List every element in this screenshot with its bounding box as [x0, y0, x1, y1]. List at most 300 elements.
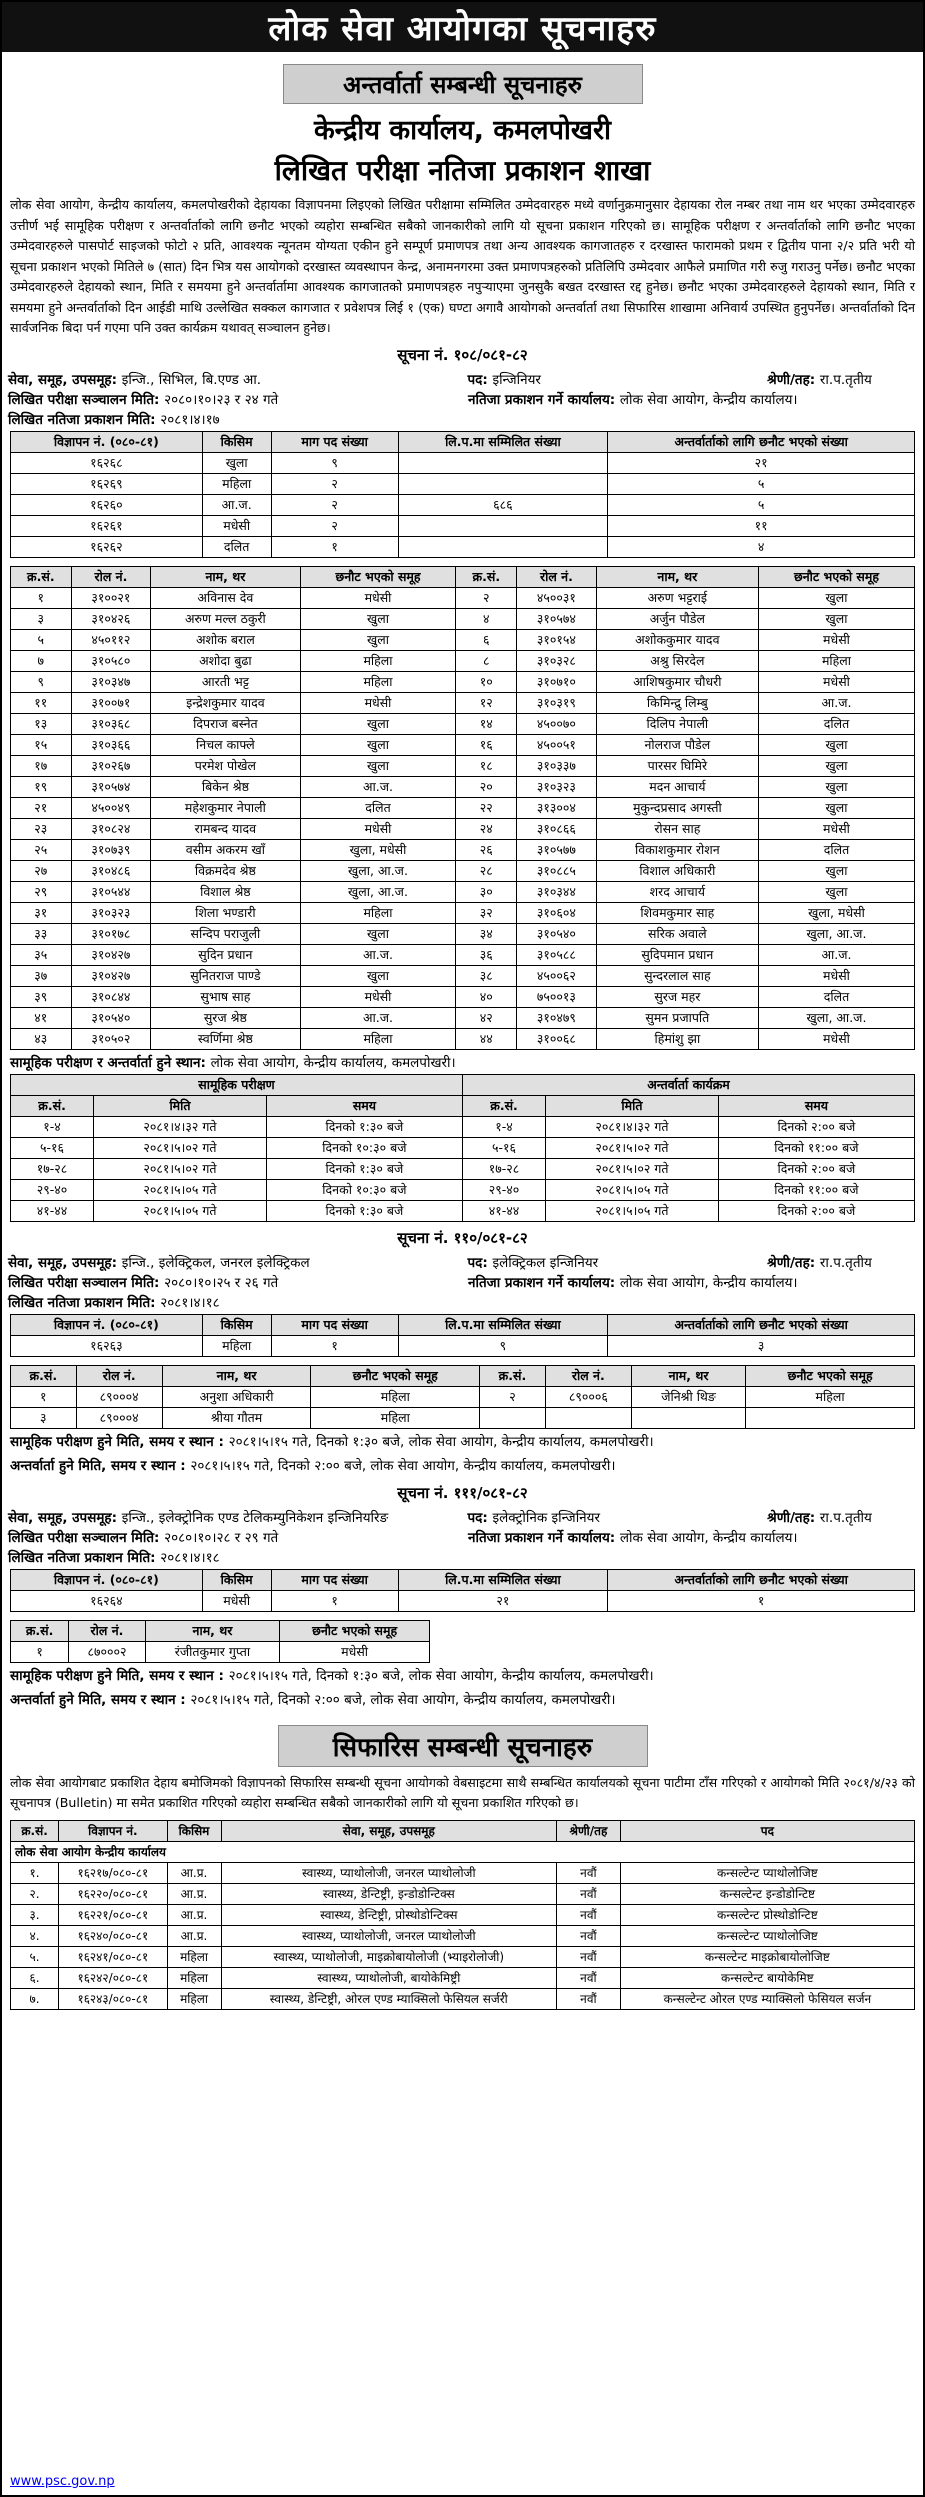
candidate-cell: ४० [456, 986, 517, 1007]
vacancy-cell: ४ [608, 536, 915, 557]
rec-cell: कन्सल्टेन्ट ओरल एण्ड म्याक्सिलो फेसियल सर्जन [620, 1988, 914, 2009]
interview-label: अन्तर्वार्ता हुने मिति, समय र स्थान : [10, 1691, 191, 1708]
vacancy-cell: १६२६४ [11, 1590, 203, 1611]
venue-line [2, 1050, 923, 1074]
meta-row [8, 409, 917, 429]
candidate-cell: २ [456, 587, 517, 608]
candidate-row [11, 902, 915, 923]
candidate-cell: खुला [300, 734, 456, 755]
rec-cell: ४. [11, 1925, 59, 1946]
schedule-cell: दिनको १०:३० बजे [266, 1137, 462, 1158]
notice-number: सूचना नं. ११०/०८१-८२ [397, 1228, 528, 1247]
vacancy-header-cell: माग पद संख्या [271, 1569, 398, 1590]
candidate-row [11, 608, 915, 629]
candidate-cell: ३१०७३९ [71, 839, 151, 860]
candidate-cell: ३१०६०४ [517, 902, 597, 923]
vacancy-cell: २ [271, 473, 398, 494]
rec-cell: १६२४०/०८०-८१ [59, 1925, 167, 1946]
exam-date-value: २०८०।१०।२५ र २६ गते [164, 1274, 279, 1291]
rec-cell: महिला [167, 1946, 221, 1967]
schedule-cell: दिनको १०:३० बजे [266, 1179, 462, 1200]
candidate-cell: ३१०४२७ [71, 965, 151, 986]
candidate-row [11, 860, 915, 881]
result-date-value: २०८१।४।१८ [160, 1549, 220, 1566]
candidate-cell: ३१००६८ [517, 1028, 597, 1049]
candidate-row [11, 1641, 430, 1662]
schedule-cell: दिनको ११:०० बजे [718, 1137, 914, 1158]
candidate-cell: २२ [456, 797, 517, 818]
schedule-cell: २०८१।५।०२ गते [546, 1137, 719, 1158]
notices-container [2, 345, 923, 1711]
candidate-cell: सन्दिप पराजुली [151, 923, 300, 944]
candidate-cell: सुभाष साह [151, 986, 300, 1007]
vacancy-cell: महिला [202, 473, 271, 494]
candidate-cell: ४२ [456, 1007, 517, 1028]
candidate-cell: १ [11, 587, 72, 608]
candidate-cell: ४५००६२ [517, 965, 597, 986]
candidate-cell: मधेसी [758, 629, 914, 650]
candidate-cell: खुला [758, 860, 914, 881]
meta-row [8, 1507, 917, 1527]
vacancy-cell: १ [608, 1590, 915, 1611]
candidate-cell [746, 1407, 915, 1428]
candidate-cell: १७ [11, 755, 72, 776]
candidate-cell: २४ [456, 818, 517, 839]
vacancy-table [10, 431, 915, 558]
rec-cell: नवौं [557, 1862, 621, 1883]
exam-date-label: लिखित परीक्षा सञ्चालन मिति: [8, 391, 165, 408]
schedule-sub-cell: मिति [94, 1095, 267, 1116]
candidate-cell: ३ [11, 608, 72, 629]
candidate-cell: ३६ [456, 944, 517, 965]
candidate-table [10, 1365, 915, 1429]
schedule-cell: ४१-४४ [11, 1200, 94, 1221]
candidate-cell: ३१३००४ [517, 797, 597, 818]
candidate-cell: अशोककुमार यादव [596, 629, 758, 650]
vacancy-row [11, 536, 915, 557]
vacancy-header-cell: लि.प.मा सम्मिलित संख्या [398, 431, 608, 452]
notice-meta [2, 1252, 923, 1312]
schedule-cell: दिनको १:३० बजे [266, 1158, 462, 1179]
candidate-cell: ३४ [456, 923, 517, 944]
vacancy-row [11, 473, 915, 494]
candidate-cell: इन्द्रेशकुमार यादव [151, 692, 300, 713]
vacancy-cell: १६२६३ [11, 1335, 203, 1356]
venue-label: सामूहिक परीक्षण र अन्तर्वार्ता हुने स्थान: [10, 1054, 211, 1071]
candidate-cell: अश्रु सिरदेल [596, 650, 758, 671]
candidate-cell: ४५००७० [517, 713, 597, 734]
schedule-cell: दिनको १:३० बजे [266, 1116, 462, 1137]
level-field [767, 1253, 917, 1271]
candidate-cell: सुदिन प्रधान [151, 944, 300, 965]
candidate-row [11, 776, 915, 797]
vacancy-header-cell: माग पद संख्या [271, 431, 398, 452]
rec-cell: महिला [167, 1967, 221, 1988]
candidate-cell: महिला [311, 1386, 480, 1407]
schedule-cell: दिनको २:०० बजे [718, 1158, 914, 1179]
schedule-sub-cell: मिति [546, 1095, 719, 1116]
candidate-cell: आ.ज. [300, 944, 456, 965]
vacancy-header-row [11, 1569, 915, 1590]
schedule-group-cell: सामूहिक परीक्षण [11, 1074, 463, 1095]
group-test-value: २०८१।५।१५ गते, दिनको १:३० बजे, लोक सेवा आयोग, केन्द्रीय कार्यालय, कमलपोखरी। [228, 1667, 654, 1684]
candidate-header-cell: रोल नं. [69, 1620, 145, 1641]
service-field [8, 1508, 468, 1526]
rec-cell: महिला [167, 1988, 221, 2009]
schedule-sub-cell: समय [266, 1095, 462, 1116]
vacancy-cell: दलित [202, 536, 271, 557]
candidate-header-cell: नाम, थर [596, 566, 758, 587]
schedule-sub-cell: क्र.सं. [462, 1095, 545, 1116]
office-field [468, 1273, 798, 1291]
service-value: इन्जि., इलेक्ट्रोनिक एण्ड टेलिकम्युनिकेशन इन्जिनियरिङ [121, 1509, 389, 1526]
main-banner: लोक सेवा आयोगका सूचनाहरु [2, 2, 923, 52]
candidate-cell: ३१०४७९ [517, 1007, 597, 1028]
vacancy-cell: मधेसी [202, 1590, 271, 1611]
candidate-cell: विशाल अधिकारी [596, 860, 758, 881]
candidate-cell: ३१०८२४ [71, 818, 151, 839]
schedule-cell: २०८१।५।०२ गते [94, 1137, 267, 1158]
candidate-cell: मधेसी [758, 965, 914, 986]
candidate-cell: ३१०३२३ [71, 902, 151, 923]
schedule-cell: २०८१।५।०२ गते [546, 1158, 719, 1179]
interview-line [2, 1453, 923, 1477]
rec-header-cell: पद [620, 1820, 914, 1841]
schedule-cell: १-४ [462, 1116, 545, 1137]
candidate-row [11, 1028, 915, 1049]
candidate-cell: १ [11, 1641, 69, 1662]
candidate-cell: २७ [11, 860, 72, 881]
schedule-cell: दिनको १:३० बजे [266, 1200, 462, 1221]
vacancy-cell: १ [271, 536, 398, 557]
interview-notices-banner: अन्तर्वार्ता सम्बन्धी सूचनाहरु [283, 64, 643, 104]
result-date-value: २०८१।४।१८ [160, 1294, 220, 1311]
meta-row [8, 1547, 917, 1567]
candidate-cell: मधेसी [300, 587, 456, 608]
office-field [468, 1528, 798, 1546]
candidate-cell: दलित [300, 797, 456, 818]
candidate-cell: १० [456, 671, 517, 692]
schedule-cell: दिनको २:०० बजे [718, 1200, 914, 1221]
candidate-cell: ३८ [456, 965, 517, 986]
rec-header-row [11, 1820, 915, 1841]
vacancy-cell: १६२६२ [11, 536, 203, 557]
schedule-cell: २९-४० [11, 1179, 94, 1200]
candidate-cell: ३१०२६७ [71, 755, 151, 776]
vacancy-cell [398, 536, 608, 557]
candidate-cell: ८ [456, 650, 517, 671]
notice-number: सूचना नं. १०८/०८१-८२ [397, 345, 528, 364]
candidate-cell: ३१०५८० [71, 650, 151, 671]
vacancy-cell [398, 473, 608, 494]
candidate-cell: रोसन साह [596, 818, 758, 839]
rec-cell: ७. [11, 1988, 59, 2009]
rec-section-cell: लोक सेवा आयोग केन्द्रीय कार्यालय [11, 1841, 915, 1862]
vacancy-cell: आ.ज. [202, 494, 271, 515]
rec-header-cell: क्र.सं. [11, 1820, 59, 1841]
schedule-cell: २०८१।५।०५ गते [546, 1179, 719, 1200]
level-field [767, 370, 917, 388]
candidate-row [11, 734, 915, 755]
post-label: पद: [467, 1254, 493, 1271]
post-label: पद: [467, 371, 493, 388]
group-test-value: २०८१।५।१५ गते, दिनको १:३० बजे, लोक सेवा आयोग, केन्द्रीय कार्यालय, कमलपोखरी। [228, 1433, 654, 1450]
candidate-header-cell: रोल नं. [71, 566, 151, 587]
post-field [468, 1508, 768, 1526]
rec-cell: कन्सल्टेन्ट बायोकेमिष्ट [620, 1967, 914, 1988]
candidate-cell: मधेसी [300, 818, 456, 839]
exam-date-field [8, 1528, 468, 1546]
rec-cell: नवौं [557, 1925, 621, 1946]
candidate-cell: अरुण भट्टराई [596, 587, 758, 608]
candidate-cell: ३१००७१ [71, 692, 151, 713]
candidate-table [10, 1620, 430, 1663]
candidate-cell: मधेसी [758, 818, 914, 839]
schedule-cell: दिनको २:०० बजे [718, 1116, 914, 1137]
candidate-cell: अनुशा अधिकारी [162, 1386, 311, 1407]
candidate-cell: आ.ज. [758, 692, 914, 713]
candidate-row [11, 986, 915, 1007]
candidate-cell: खुला [300, 755, 456, 776]
rec-cell: नवौं [557, 1988, 621, 2009]
group-test-line [2, 1663, 923, 1687]
vacancy-header-cell: लि.प.मा सम्मिलित संख्या [398, 1569, 608, 1590]
candidate-cell: खुला [300, 629, 456, 650]
candidate-cell: मधेसी [300, 986, 456, 1007]
candidate-header-cell: क्र.सं. [11, 1365, 77, 1386]
candidate-header-cell: क्र.सं. [11, 566, 72, 587]
candidate-row [11, 713, 915, 734]
vacancy-cell: ६८६ [398, 494, 608, 515]
result-date-field [8, 1548, 220, 1566]
candidate-row [11, 944, 915, 965]
meta-row [8, 1292, 917, 1312]
candidate-cell: अर्जुन पौडेल [596, 608, 758, 629]
candidate-cell: सुरज महर [596, 986, 758, 1007]
candidate-cell: अविनास देव [151, 587, 300, 608]
vacancy-header-cell: माग पद संख्या [271, 1314, 398, 1335]
candidate-cell: खुला [758, 881, 914, 902]
rec-row [11, 1883, 915, 1904]
vacancy-cell [398, 515, 608, 536]
schedule-row [11, 1200, 915, 1221]
vacancy-cell: ९ [271, 452, 398, 473]
candidate-cell: मधेसी [758, 1028, 914, 1049]
rec-section-row [11, 1841, 915, 1862]
rec-cell: १६२१७/०८०-८१ [59, 1862, 167, 1883]
rec-cell: ६. [11, 1967, 59, 1988]
notice-number: सूचना नं. १११/०८१-८२ [397, 1483, 528, 1502]
schedule-cell: २०८१।४।३२ गते [94, 1116, 267, 1137]
rec-row [11, 1988, 915, 2009]
candidate-cell: १२ [456, 692, 517, 713]
candidate-cell: महिला [300, 671, 456, 692]
candidate-cell: २५ [11, 839, 72, 860]
candidate-cell: २१ [11, 797, 72, 818]
schedule-cell: ४१-४४ [462, 1200, 545, 1221]
vacancy-cell: २ [271, 515, 398, 536]
schedule-interview-cell: अन्तर्वार्ता कार्यक्रम [462, 1074, 914, 1095]
schedule-cell: २०८१।५।०५ गते [546, 1200, 719, 1221]
candidate-cell: ३१०५४० [71, 1007, 151, 1028]
candidate-cell: ५ [11, 629, 72, 650]
candidate-cell: ३५ [11, 944, 72, 965]
post-value: इलेक्ट्रिकल इन्जिनियर [492, 1254, 599, 1271]
post-label: पद: [467, 1509, 493, 1526]
candidate-cell: ३१०५४४ [71, 881, 151, 902]
service-label: सेवा, समूह, उपसमूह: [8, 371, 122, 388]
rec-cell: नवौं [557, 1883, 621, 1904]
vacancy-cell: १६२६८ [11, 452, 203, 473]
candidate-cell: निचल काफ्ले [151, 734, 300, 755]
group-test-label: सामूहिक परीक्षण हुने मिति, समय र स्थान : [10, 1433, 229, 1450]
candidate-row [11, 923, 915, 944]
level-field [767, 1508, 917, 1526]
schedule-cell: २०८१।५।०५ गते [94, 1200, 267, 1221]
schedule-cell: १७-२८ [11, 1158, 94, 1179]
candidate-header-cell: नाम, थर [631, 1365, 745, 1386]
rec-row [11, 1925, 915, 1946]
result-date-value: २०८१।४।१७ [160, 411, 220, 428]
candidate-cell: शिवमकुमार साह [596, 902, 758, 923]
rec-header-cell: श्रेणी/तह [557, 1820, 621, 1841]
schedule-cell: १७-२८ [462, 1158, 545, 1179]
rec-cell: १६२२१/०८०-८१ [59, 1904, 167, 1925]
candidate-cell: ४३ [11, 1028, 72, 1049]
candidate-cell: अरुण मल्ल ठकुरी [151, 608, 300, 629]
schedule-cell: ५-१६ [11, 1137, 94, 1158]
candidate-cell: दलित [758, 839, 914, 860]
candidate-cell: ३१०५४० [517, 923, 597, 944]
vacancy-header-cell: किसिम [202, 431, 271, 452]
level-label: श्रेणी/तह: [767, 1254, 820, 1271]
vacancy-row [11, 1335, 915, 1356]
rec-cell: स्वास्थ्य, प्याथोलोजी, बायोकेमिष्ट्री [221, 1967, 557, 1988]
candidate-cell: ३१ [11, 902, 72, 923]
rec-cell: नवौं [557, 1967, 621, 1988]
candidate-cell: मधेसी [758, 671, 914, 692]
vacancy-cell: १६२६० [11, 494, 203, 515]
candidate-cell: ३१०३१९ [517, 692, 597, 713]
rec-row [11, 1904, 915, 1925]
candidate-cell: खुला [758, 734, 914, 755]
candidate-cell: महिला [758, 650, 914, 671]
candidate-cell: रामबन्द यादव [151, 818, 300, 839]
vacancy-cell: ३ [608, 1335, 915, 1356]
vacancy-header-cell: लि.प.मा सम्मिलित संख्या [398, 1314, 608, 1335]
service-field [8, 1253, 468, 1271]
interview-value: २०८१।५।१५ गते, दिनको २:०० बजे, लोक सेवा आयोग, केन्द्रीय कार्यालय, कमलपोखरी। [190, 1691, 616, 1708]
schedule-cell: २९-४० [462, 1179, 545, 1200]
candidate-cell: ४५००३१ [517, 587, 597, 608]
website-link[interactable]: www.psc.gov.np [10, 2474, 115, 2489]
level-value: रा.प.तृतीय [819, 371, 872, 388]
candidate-cell: ३३ [11, 923, 72, 944]
candidate-cell: १५ [11, 734, 72, 755]
candidate-cell: ३७ [11, 965, 72, 986]
candidate-cell: २३ [11, 818, 72, 839]
exam-date-value: २०८०।१०।२८ र २९ गते [164, 1529, 279, 1546]
schedule-row [11, 1179, 915, 1200]
candidate-cell: आ.ज. [758, 944, 914, 965]
rec-cell: कन्सल्टेन्ट माइक्रोबायोलोजिष्ट [620, 1946, 914, 1967]
vacancy-header-cell: विज्ञापन नं. (०८०-८१) [11, 1569, 203, 1590]
candidate-header-row [11, 1365, 915, 1386]
vacancy-cell: ५ [608, 494, 915, 515]
candidate-cell: सुन्दरलाल साह [596, 965, 758, 986]
recommendation-intro: लोक सेवा आयोगबाट प्रकाशित देहाय बमोजिमको विज्ञापनको सिफारिस सम्बन्धी सूचना आयोगको वेबसाइटमा साथै सम्बन्धित कार्यालयको सूचना पाटीमा टाँस गरिएको र आयोगको मिति २०८१/४/२३ को सूचनापत्र (Bulletin) मा समेत प्रकाशित गरिएको व्यहोरा सम्बन्धित सबैको जानकारीको लागि यो सूचना प्रकाशित गरिएको छ। [10, 1774, 915, 1810]
schedule-row [11, 1137, 915, 1158]
candidate-row [11, 650, 915, 671]
post-value: इलेक्ट्रोनिक इन्जिनियर [492, 1509, 601, 1526]
candidate-cell: महिला [300, 1028, 456, 1049]
vacancy-header-cell: अन्तर्वार्ताको लागि छनौट भएको संख्या [608, 431, 915, 452]
candidate-cell: खुला, आ.ज. [300, 860, 456, 881]
candidate-cell: खुला [300, 713, 456, 734]
rec-row [11, 1862, 915, 1883]
candidate-cell: दिपराज बस्नेत [151, 713, 300, 734]
rec-cell: १६२४३/०८०-८१ [59, 1988, 167, 2009]
candidate-cell: खुला, आ.ज. [300, 881, 456, 902]
interview-value: २०८१।५।१५ गते, दिनको २:०० बजे, लोक सेवा आयोग, केन्द्रीय कार्यालय, कमलपोखरी। [190, 1457, 616, 1474]
vacancy-cell: २१ [608, 452, 915, 473]
office-label: नतिजा प्रकाशन गर्ने कार्यालय: [468, 1529, 620, 1546]
notice-meta [2, 369, 923, 429]
candidate-cell: ७ [11, 650, 72, 671]
candidate-cell: रंजीतकुमार गुप्ता [145, 1641, 279, 1662]
exam-date-label: लिखित परीक्षा सञ्चालन मिति: [8, 1274, 165, 1291]
candidate-cell: ३१०३३७ [517, 755, 597, 776]
vacancy-header-cell: अन्तर्वार्ताको लागि छनौट भएको संख्या [608, 1314, 915, 1335]
candidate-header-cell: नाम, थर [162, 1365, 311, 1386]
rec-cell: आ.प्र. [167, 1904, 221, 1925]
candidate-cell: आ.ज. [300, 776, 456, 797]
office-value: लोक सेवा आयोग, केन्द्रीय कार्यालय। [619, 1274, 798, 1291]
candidate-cell: हिमांशु झा [596, 1028, 758, 1049]
candidate-cell: विशाल श्रेष्ठ [151, 881, 300, 902]
candidate-cell: महिला [300, 902, 456, 923]
candidate-cell: खुला, मधेसी [300, 839, 456, 860]
candidate-cell: मुकुन्दप्रसाद अगस्ती [596, 797, 758, 818]
rec-header-cell: किसिम [167, 1820, 221, 1841]
rec-cell: स्वास्थ्य, डेन्टिष्ट्री, इन्डोडोन्टिक्स [221, 1883, 557, 1904]
rec-cell: १. [11, 1862, 59, 1883]
candidate-cell: परमेश पोखेल [151, 755, 300, 776]
exam-date-value: २०८०।१०।२३ र २४ गते [164, 391, 279, 408]
candidate-cell: १९ [11, 776, 72, 797]
candidate-cell: ४५००५१ [517, 734, 597, 755]
candidate-cell: मधेसी [300, 692, 456, 713]
candidate-row [11, 839, 915, 860]
office-value: लोक सेवा आयोग, केन्द्रीय कार्यालय। [619, 1529, 798, 1546]
vacancy-header-cell: किसिम [202, 1314, 271, 1335]
candidate-cell: १८ [456, 755, 517, 776]
candidate-row [11, 629, 915, 650]
vacancy-cell: महिला [202, 1335, 271, 1356]
candidate-cell: ३१०३६८ [71, 713, 151, 734]
vacancy-cell: खुला [202, 452, 271, 473]
candidate-cell: शरद आचार्य [596, 881, 758, 902]
result-date-label: लिखित नतिजा प्रकाशन मिति: [8, 1294, 161, 1311]
venue-value: लोक सेवा आयोग, केन्द्रीय कार्यालय, कमलपोखरी। [210, 1054, 456, 1071]
candidate-cell: ३० [456, 881, 517, 902]
office-title: केन्द्रीय कार्यालय, कमलपोखरी [313, 115, 612, 146]
schedule-cell: दिनको ११:०० बजे [718, 1179, 914, 1200]
schedule-sub-header [11, 1095, 915, 1116]
candidate-cell: ३१०८६६ [517, 818, 597, 839]
service-value: इन्जि., सिभिल, बि.एण्ड आ. [121, 371, 262, 388]
candidate-cell [480, 1407, 546, 1428]
